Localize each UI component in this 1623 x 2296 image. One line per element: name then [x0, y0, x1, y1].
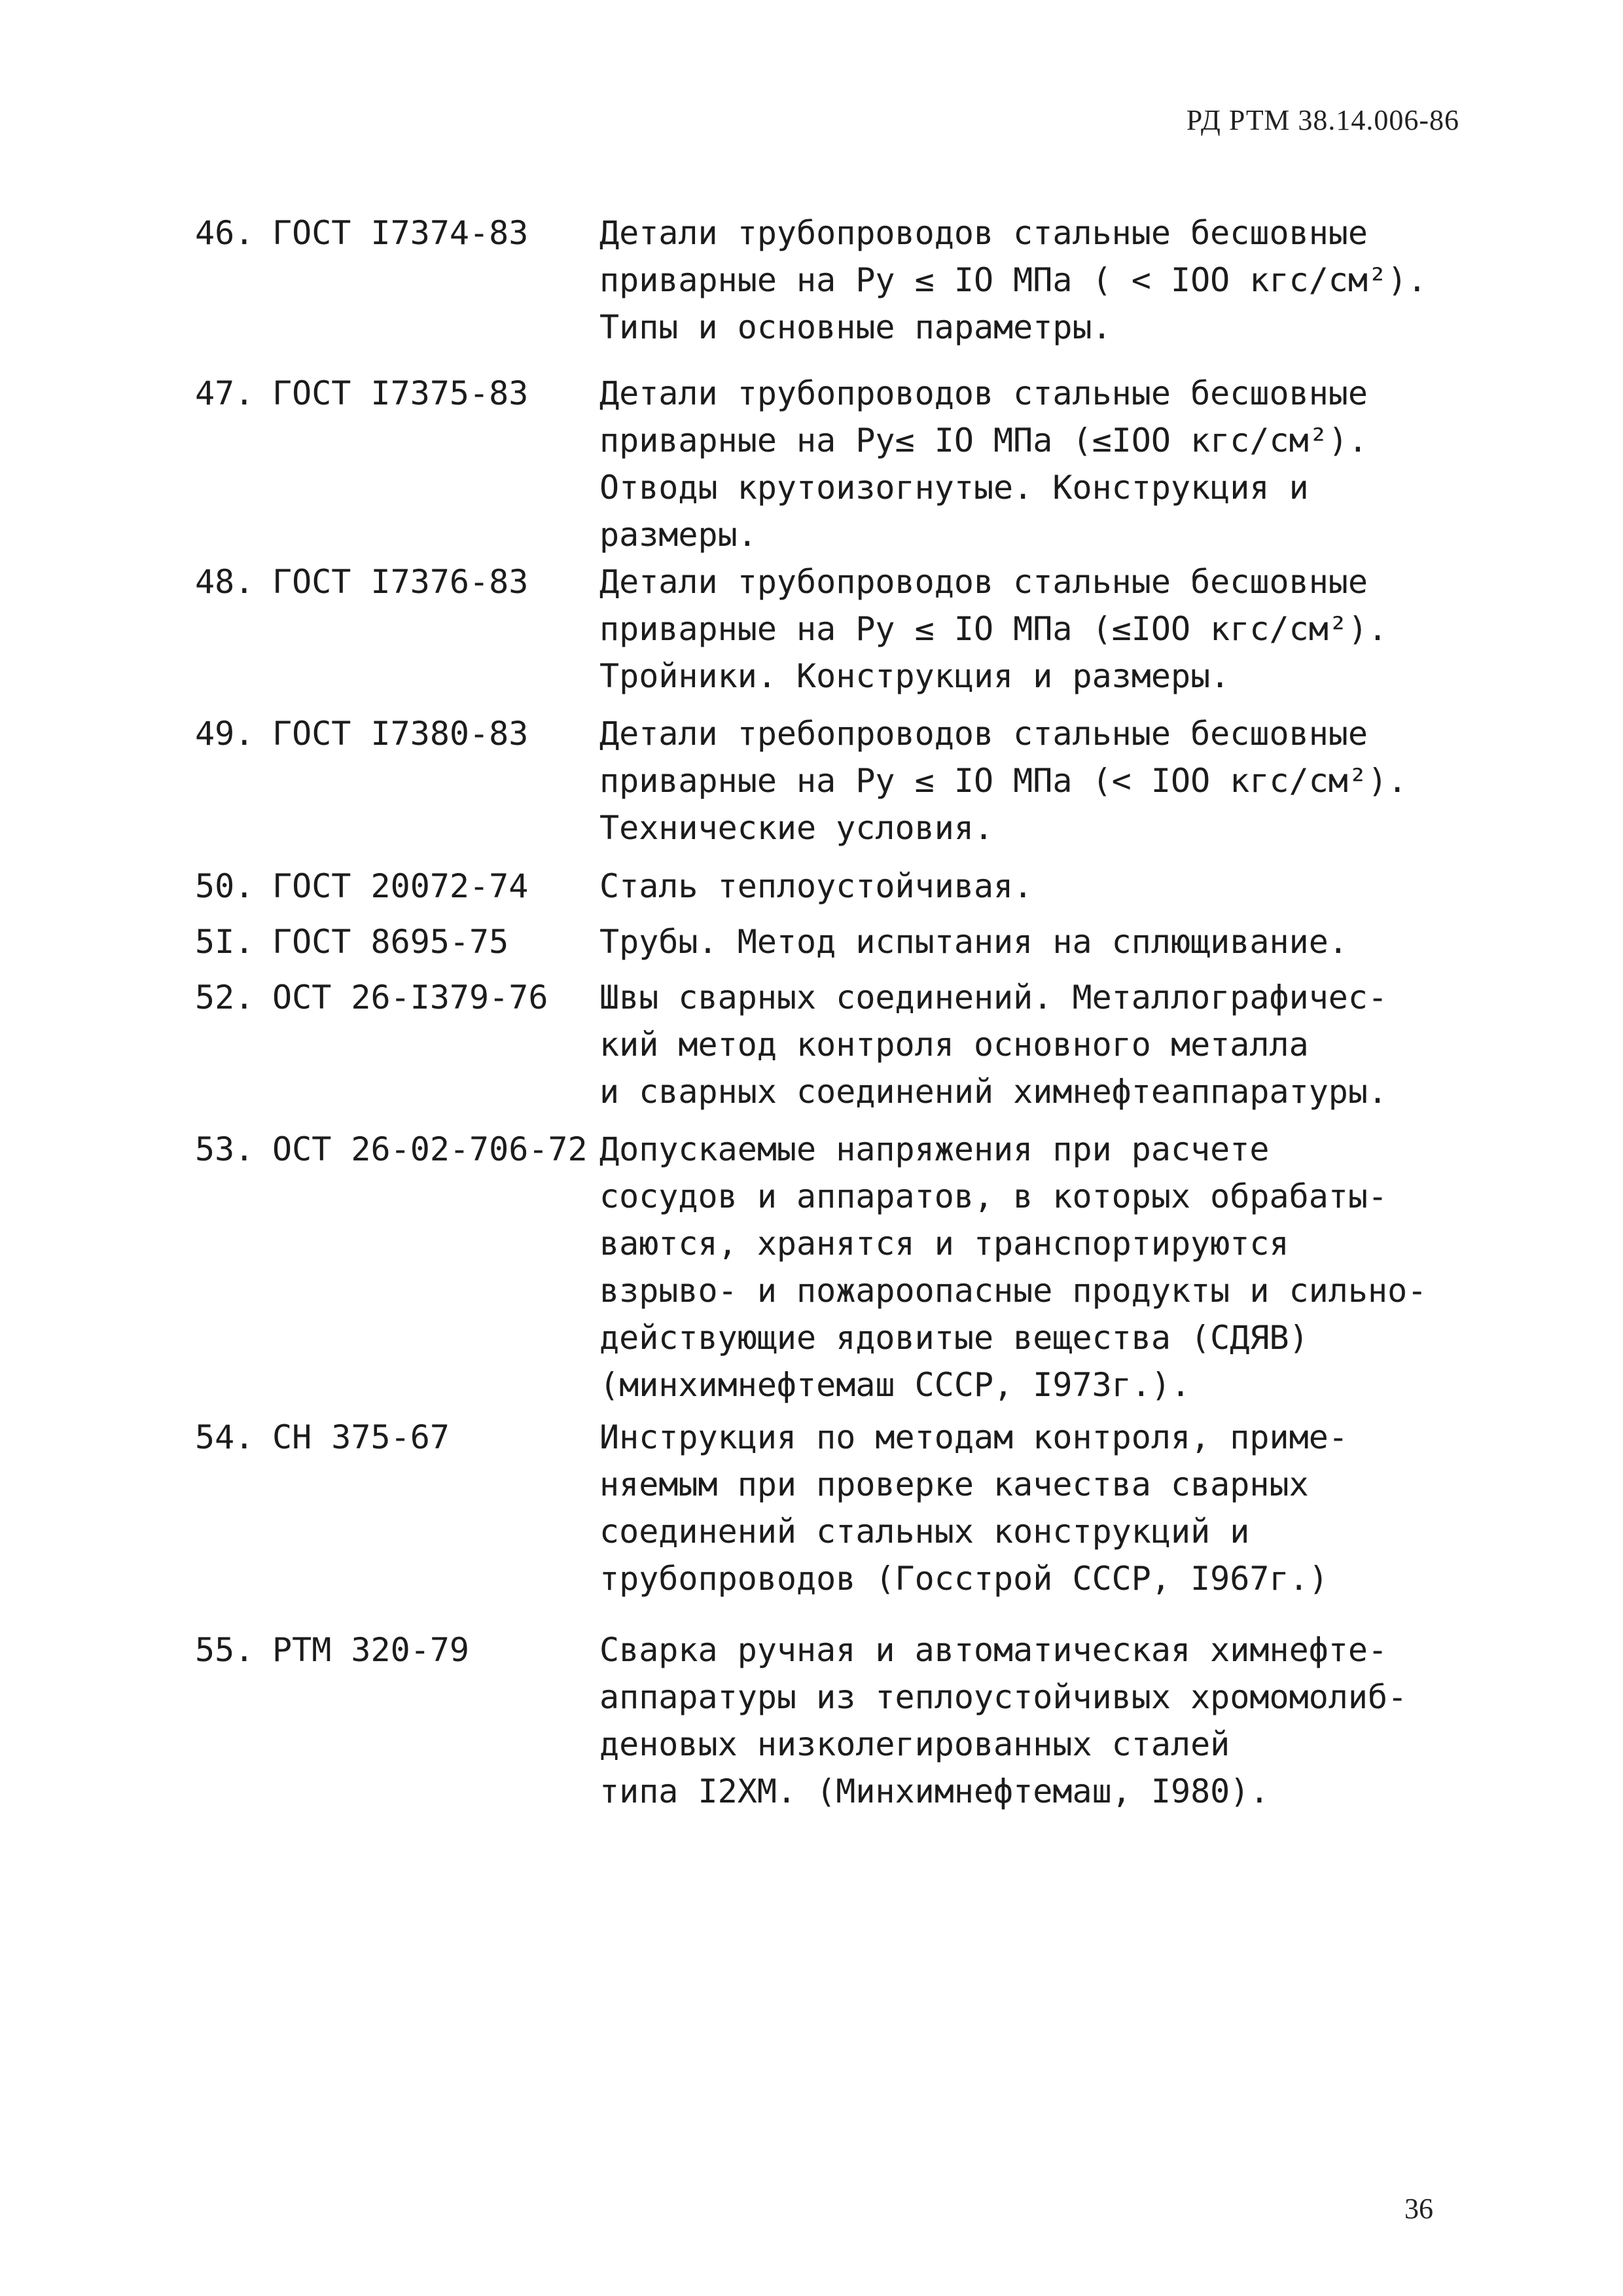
- entry-standard-code: ГОСТ 8695-75: [272, 923, 509, 961]
- entry-title-line: взрыво- и пожароопасные продукты и сильно-: [599, 1272, 1427, 1310]
- entry-title-line: деновых низколегированных сталей: [599, 1725, 1230, 1763]
- entry-title-line: няемым при проверке качества сварных: [599, 1465, 1309, 1503]
- list-item: [195, 370, 1452, 558]
- entry-title-line: Инструкция по методам контроля, приме-: [599, 1418, 1348, 1456]
- entry-title: [599, 209, 1452, 351]
- entry-number: 46.: [195, 214, 255, 252]
- entry-number: 54.: [195, 1418, 255, 1456]
- entry-title-line: кий метод контроля основного металла: [599, 1026, 1309, 1064]
- list-item: [195, 863, 1452, 918]
- entry-title-line: Детали требопроводов стальные бесшовные: [599, 715, 1368, 753]
- entry-title: [599, 370, 1452, 558]
- entry-title-line: приварные на Ру ≤ IO МПа ( < IOO кгс/см²).: [599, 261, 1427, 299]
- list-item: [195, 1126, 1452, 1414]
- entry-title: [599, 974, 1452, 1115]
- entry-title-line: типа I2ХМ. (Минхимнефтемаш, I980).: [599, 1772, 1270, 1810]
- entry-standard-code: ГОСТ I7374-83: [272, 214, 529, 252]
- list-item: [195, 1414, 1452, 1626]
- entry-number: 52.: [195, 978, 255, 1016]
- entry-title: [599, 1126, 1452, 1408]
- entry-title-line: Швы сварных соединений. Металлографичес-: [599, 978, 1388, 1016]
- entry-title-line: Отводы крутоизогнутые. Конструкция и: [599, 469, 1309, 507]
- list-item: [195, 558, 1452, 710]
- entry-title-line: приварные на Ру≤ IO МПа (≤IOO кгс/см²).: [599, 422, 1368, 459]
- page-number: 36: [1404, 2193, 1433, 2225]
- entry-title-line: соединений стальных конструкций и: [599, 1513, 1250, 1551]
- entry-title-line: и сварных соединений химнефтеаппаратуры.: [599, 1073, 1388, 1111]
- entry-title: [599, 863, 1452, 910]
- entry-title-line: Тройники. Конструкция и размеры.: [599, 657, 1230, 695]
- entry-number: 55.: [195, 1631, 255, 1669]
- entry-number: 48.: [195, 563, 255, 601]
- list-item: [195, 1626, 1452, 1815]
- entry-title-line: Детали трубопроводов стальные бесшовные: [599, 374, 1368, 412]
- entry-title-line: Допускаемые напряжения при расчете: [599, 1130, 1270, 1168]
- list-item: [195, 974, 1452, 1126]
- entry-title-line: Детали трубопроводов стальные бесшовные: [599, 563, 1368, 601]
- entry-standard-code: ГОСТ I7380-83: [272, 715, 529, 753]
- entry-title-line: Трубы. Метод испытания на сплющивание.: [599, 923, 1348, 961]
- entry-title-line: размеры.: [599, 516, 757, 554]
- entry-number: 50.: [195, 867, 255, 905]
- entry-number: 5I.: [195, 923, 255, 961]
- entry-number: 53.: [195, 1130, 255, 1168]
- entry-title-line: трубопроводов (Госстрой СССР, I967г.): [599, 1560, 1329, 1598]
- entry-title-line: Типы и основные параметры.: [599, 308, 1112, 346]
- entry-title-line: Технические условия.: [599, 809, 994, 847]
- list-item: [195, 918, 1452, 974]
- document-code: РД РТМ 38.14.006-86: [1186, 104, 1459, 136]
- entry-title-line: приварные на Ру ≤ IO МПа (≤IOO кгс/см²).: [599, 610, 1388, 648]
- entry-number: 49.: [195, 715, 255, 753]
- entry-title-line: (минхимнефтемаш СССР, I973г.).: [599, 1366, 1191, 1404]
- entry-title-line: аппаратуры из теплоустойчивых хромомолиб-: [599, 1678, 1408, 1716]
- entry-standard-code: ОСТ 26-02-706-72: [272, 1130, 588, 1168]
- entry-title-line: Детали трубопроводов стальные бесшовные: [599, 214, 1368, 252]
- entry-title: [599, 1626, 1452, 1815]
- entry-title: [599, 710, 1452, 852]
- entry-title-line: приварные на Ру ≤ IO МПа (< IOO кгс/см²).: [599, 762, 1408, 800]
- entry-standard-code: ОСТ 26-I379-76: [272, 978, 548, 1016]
- list-item: [195, 710, 1452, 863]
- entry-standard-code: ГОСТ 20072-74: [272, 867, 529, 905]
- entry-standard-code: ГОСТ I7375-83: [272, 374, 529, 412]
- entry-standard-code: РТМ 320-79: [272, 1631, 470, 1669]
- entry-standard-code: СН 375-67: [272, 1418, 450, 1456]
- entry-number: 47.: [195, 374, 255, 412]
- entry-title-line: ваются, хранятся и транспортируются: [599, 1225, 1289, 1263]
- entry-title-line: Сварка ручная и автоматическая химнефте-: [599, 1631, 1388, 1669]
- entry-title: [599, 1414, 1452, 1602]
- reference-list: [195, 209, 1452, 1815]
- entry-title-line: сосудов и аппаратов, в которых обрабаты-: [599, 1177, 1388, 1215]
- entry-title-line: действующие ядовитые вещества (СДЯВ): [599, 1319, 1309, 1357]
- entry-standard-code: ГОСТ I7376-83: [272, 563, 529, 601]
- entry-title: [599, 558, 1452, 700]
- entry-title: [599, 918, 1452, 965]
- list-item: [195, 209, 1452, 370]
- entry-title-line: Сталь теплоустойчивая.: [599, 867, 1033, 905]
